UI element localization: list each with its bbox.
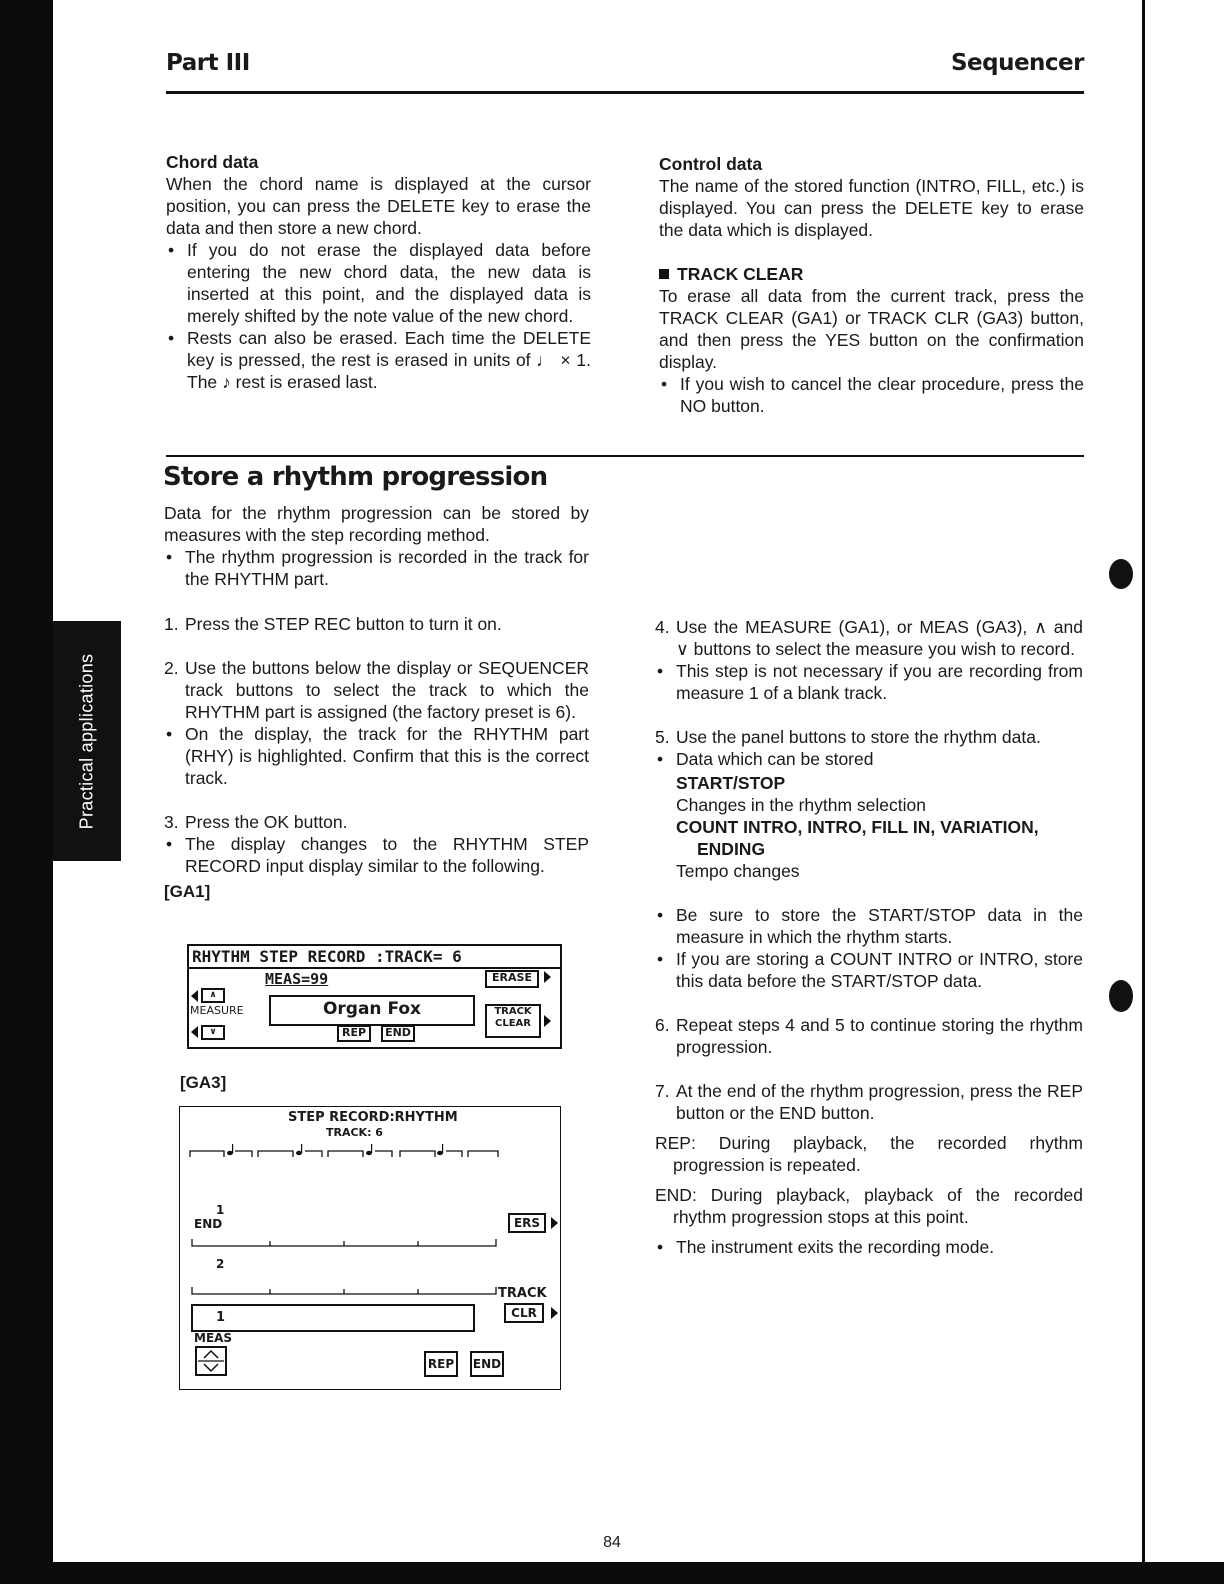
step-1: 1. Press the STEP REC button to turn it on.	[164, 614, 502, 634]
ga3-rep-button[interactable]: REP	[424, 1351, 458, 1377]
store-bullet-1: • Be sure to store the START/STOP data in the measure in which the rhythm starts.	[655, 904, 1083, 948]
ga1-measure-down-button[interactable]: ∨	[201, 1025, 225, 1040]
track-clear-body: To erase all data from the current track, press the TRACK CLEAR (GA1) or TRACK CLR (GA3) button, and then press the YES button on the confirmation display.	[659, 286, 1084, 372]
binder-hole-mark	[1109, 559, 1133, 589]
ga1-erase-button[interactable]: ERASE	[485, 970, 539, 988]
step-2: 2. Use the buttons below the display or SEQUENCER track buttons to select the track to which the RHYTHM part is assigned (the factory preset is 6).	[164, 658, 589, 722]
data-ending: ENDING	[697, 839, 766, 859]
ga3-measure-2-lane	[192, 1287, 496, 1294]
ga3-track: TRACK: 6	[326, 1126, 383, 1139]
ga1-erase-arrow-icon	[544, 971, 551, 983]
section-title: Store a rhythm progression	[163, 462, 548, 492]
section-intro-text: Data for the rhythm progression can be stored by measures with the step recording method.	[164, 503, 589, 545]
chord-data-bullet-2: • Rests can also be erased. Each time the DELETE key is pressed, the rest is erased in units of ♩ × 1. The ♪ rest is erased last.	[166, 327, 591, 393]
ga3-clr-button[interactable]: CLR	[504, 1303, 544, 1323]
ga1-value: Organ Fox	[322, 999, 422, 1019]
steps-right	[655, 616, 1083, 1258]
control-data-body: The name of the stored function (INTRO, FILL, etc.) is displayed. You can press the DELETE key to erase the data which is displayed.	[659, 176, 1084, 240]
step-3-bullet: • The display changes to the RHYTHM STEP RECORD input display similar to the following.	[164, 833, 589, 877]
ga3-value-box	[192, 1305, 474, 1331]
final-bullet: • The instrument exits the recording mode.	[655, 1236, 1083, 1258]
ga3-track-label: TRACK	[498, 1286, 547, 1301]
ga3-beat-ruler	[190, 1151, 498, 1157]
chord-data-body: When the chord name is displayed at the cursor position, you can press the DELETE key to erase the data and then store a new chord.	[166, 174, 591, 238]
storable-data-list	[655, 772, 1083, 882]
store-bullet-2: • If you are storing a COUNT INTRO or INTRO, store this data before the START/STOP data.	[655, 948, 1083, 992]
ga1-left-arrow-2-icon	[191, 1026, 198, 1038]
step-6: 6. Repeat steps 4 and 5 to continue storing the rhythm progression.	[655, 1015, 1083, 1057]
page-number: 84	[603, 1534, 621, 1551]
end-definition: END: During playback, playback of the recorded rhythm progression stops at this point.	[655, 1185, 1083, 1227]
scan-border-bottom	[0, 1562, 1224, 1584]
step-5: 5. Use the panel buttons to store the rhythm data.	[655, 727, 1041, 747]
ga1-rep-button[interactable]: REP	[337, 1025, 371, 1042]
ga1-label: [GA1]	[164, 882, 211, 901]
side-tab-label: Practical applications	[76, 653, 97, 829]
data-tempo-desc: Tempo changes	[676, 861, 800, 881]
ga3-label: [GA3]	[180, 1073, 227, 1092]
ga3-measure-1-lane	[192, 1239, 496, 1246]
square-bullet-icon	[659, 269, 669, 279]
ga1-track-clear-line-1: TRACK	[494, 1006, 532, 1017]
data-intro-fill: COUNT INTRO, INTRO, FILL IN, VARIATION,	[676, 817, 1039, 837]
step-2-bullet: • On the display, the track for the RHYTHM part (RHY) is highlighted. Confirm that this is the correct track.	[164, 723, 589, 789]
step-5-bullet: • Data which can be stored	[655, 748, 1083, 770]
data-start-stop-desc: Changes in the rhythm selection	[676, 795, 926, 815]
section-rule	[166, 455, 1084, 457]
steps-left	[164, 613, 589, 903]
ga3-end-button[interactable]: END	[470, 1351, 504, 1377]
ga1-meas: MEAS=99	[265, 970, 329, 988]
ga1-measure-label: MEASURE	[190, 1004, 244, 1017]
ga3-value: 1	[216, 1310, 226, 1325]
ga1-title: RHYTHM STEP RECORD :TRACK= 6	[192, 947, 462, 966]
section-intro	[164, 502, 589, 590]
ga3-measure-2: 2	[216, 1257, 225, 1271]
track-clear-heading: TRACK CLEAR	[659, 263, 1084, 285]
ga3-ers-button[interactable]: ERS	[508, 1213, 546, 1233]
ga3-ers-arrow-icon	[551, 1217, 558, 1229]
ga1-left-arrow-icon	[191, 990, 198, 1002]
track-clear-bullet: • If you wish to cancel the clear procedure, press the NO button.	[659, 373, 1084, 417]
side-tab	[53, 621, 121, 861]
step-4: 4. Use the MEASURE (GA1), or MEAS (GA3), ∧ and ∨ buttons to select the measure you wish to record.	[655, 617, 1083, 659]
ga1-measure-up-button[interactable]: ∧	[201, 988, 225, 1003]
header-part: Part III	[166, 50, 250, 76]
control-data-block	[659, 153, 1084, 417]
header-section: Sequencer	[950, 50, 1084, 76]
scan-border-left	[0, 0, 53, 1584]
chord-data-bullet-1: • If you do not erase the displayed data before entering the new chord data, the new data is inserted at this point, and the displayed data is merely shifted by the note value of the new chord.	[166, 239, 591, 327]
ga3-title: STEP RECORD:RHYTHM	[288, 1110, 458, 1125]
ga3-clr-arrow-icon	[551, 1307, 558, 1319]
step-7: 7. At the end of the rhythm progression, press the REP button or the END button.	[655, 1081, 1083, 1123]
ga3-label-wrap	[180, 1072, 226, 1094]
section-intro-bullet: • The rhythm progression is recorded in the track for the RHYTHM part.	[164, 546, 589, 590]
binder-hole-mark	[1109, 980, 1133, 1012]
control-data-heading: Control data	[659, 154, 763, 174]
ga1-value-box	[269, 995, 475, 1026]
step-3: 3. Press the OK button.	[164, 812, 348, 832]
ga3-meas-label: MEAS	[194, 1331, 233, 1345]
ga1-track-clear-button[interactable]	[485, 1004, 541, 1038]
ga1-track-clear-line-2: CLEAR	[495, 1018, 531, 1029]
chord-data-heading: Chord data	[166, 152, 259, 172]
rep-definition: REP: During playback, the recorded rhythm progression is repeated.	[655, 1133, 1083, 1175]
scan-border-right	[1142, 0, 1145, 1584]
ga3-display	[179, 1106, 561, 1390]
header-rule	[166, 91, 1084, 94]
ga3-measure-1: 1	[216, 1203, 225, 1217]
data-start-stop: START/STOP	[676, 773, 786, 793]
ga1-end-button[interactable]: END	[381, 1025, 415, 1042]
ga1-track-clear-arrow-icon	[544, 1015, 551, 1027]
ga1-display	[187, 944, 562, 1049]
step-4-bullet: • This step is not necessary if you are recording from measure 1 of a blank track.	[655, 660, 1083, 704]
chord-data-block	[166, 151, 591, 393]
ga3-end-label: END	[194, 1217, 223, 1231]
ga3-graphics	[180, 1107, 560, 1389]
